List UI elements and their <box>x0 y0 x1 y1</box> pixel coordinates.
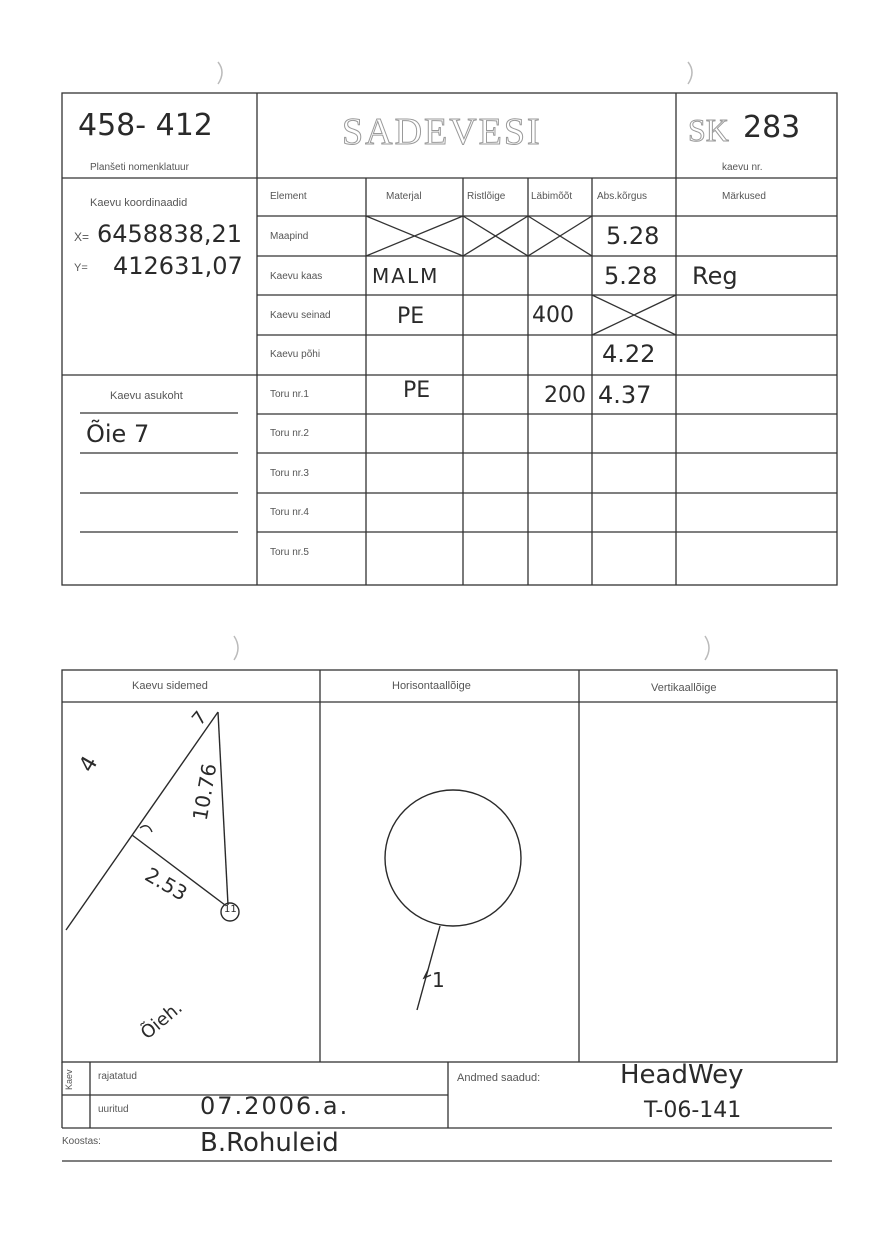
punch-mark <box>705 636 709 660</box>
sketch-col3-label: Vertikaallõige <box>651 682 717 694</box>
row-element-label: Toru nr.3 <box>270 468 309 479</box>
street-line <box>66 712 218 930</box>
punch-mark <box>688 62 692 84</box>
mark-7: 7 <box>188 707 212 730</box>
row-element-label: Toru nr.5 <box>270 547 309 558</box>
cell-diameter: 400 <box>532 303 574 328</box>
compiled-label: Koostas: <box>62 1136 101 1147</box>
dimension-1076: 10.76 <box>187 761 222 823</box>
horizontal-section-sketch <box>385 790 521 1010</box>
y-coordinate-value: 412631,07 <box>113 252 243 280</box>
created-label: rajatatud <box>98 1071 137 1082</box>
x-coordinate-value: 6458838,21 <box>97 220 243 248</box>
data-received-value-line2: T-06-141 <box>644 1098 742 1123</box>
header-element: Element <box>270 191 307 202</box>
y-prefix: Y= <box>74 262 88 274</box>
connection-sketch <box>66 712 239 930</box>
pipe-label: 1 <box>432 968 445 992</box>
row-element-label: Toru nr.4 <box>270 507 309 518</box>
cell-diameter: 200 <box>544 383 586 408</box>
cell-material: MALM <box>372 264 440 288</box>
row-element-label: Maapind <box>270 231 309 242</box>
dimension-253: 2.53 <box>140 862 192 906</box>
cell-material: PE <box>397 304 425 329</box>
location-label: Kaevu asukoht <box>110 390 183 402</box>
x-prefix: X= <box>74 230 90 244</box>
nomenclature-value: 458- 412 <box>78 108 213 143</box>
cell-height: 4.37 <box>598 381 652 409</box>
mark-4: 4 <box>74 752 104 777</box>
nomenclature-label: Planšeti nomenklatuur <box>90 162 189 173</box>
surveyed-label: uuritud <box>98 1104 129 1115</box>
well-number-prefix: SK <box>688 112 729 148</box>
sketch-col2-label: Horisontaallõige <box>392 680 471 692</box>
header-cross-section: Ristlõige <box>467 191 506 202</box>
cell-material: PE <box>403 378 431 403</box>
well-mark: 11 <box>224 904 237 915</box>
location-value: Õie 7 <box>86 420 150 448</box>
well-number-label: kaevu nr. <box>722 162 763 173</box>
cell-height: 5.28 <box>604 262 658 290</box>
right-angle-mark <box>140 826 152 832</box>
header-diameter: Läbimõõt <box>531 191 573 202</box>
street-note: Õieh. <box>136 997 187 1044</box>
well-number-value: 283 <box>743 110 801 145</box>
row-element-label: Kaevu põhi <box>270 349 321 360</box>
cell-height: 5.28 <box>606 222 660 250</box>
row-element-label: Kaevu kaas <box>270 271 323 282</box>
side-label: Kaev <box>64 1069 74 1090</box>
punch-mark <box>218 62 222 84</box>
row-element-label: Toru nr.2 <box>270 428 309 439</box>
header-notes: Märkused <box>722 191 766 202</box>
data-received-value-line1: HeadWey <box>620 1060 744 1090</box>
row-element-label: Kaevu seinad <box>270 310 331 321</box>
cell-height: 4.22 <box>602 340 656 368</box>
coordinates-label: Kaevu koordinaadid <box>90 197 188 209</box>
header-abs-height: Abs.kõrgus <box>597 191 648 202</box>
compiled-value: B.Rohuleid <box>200 1128 339 1158</box>
header-material: Materjal <box>386 191 422 202</box>
surveyed-value: 07.2006.a. <box>200 1092 350 1120</box>
cell-notes: Reg <box>692 262 738 290</box>
form-title: SADEVESI <box>342 111 542 153</box>
data-received-label: Andmed saadud: <box>457 1072 541 1084</box>
row-element-label: Toru nr.1 <box>270 389 309 400</box>
dimension-line-1076 <box>218 712 228 905</box>
punch-mark <box>234 636 238 660</box>
sketch-col1-label: Kaevu sidemed <box>132 680 208 692</box>
well-section-circle <box>385 790 521 926</box>
